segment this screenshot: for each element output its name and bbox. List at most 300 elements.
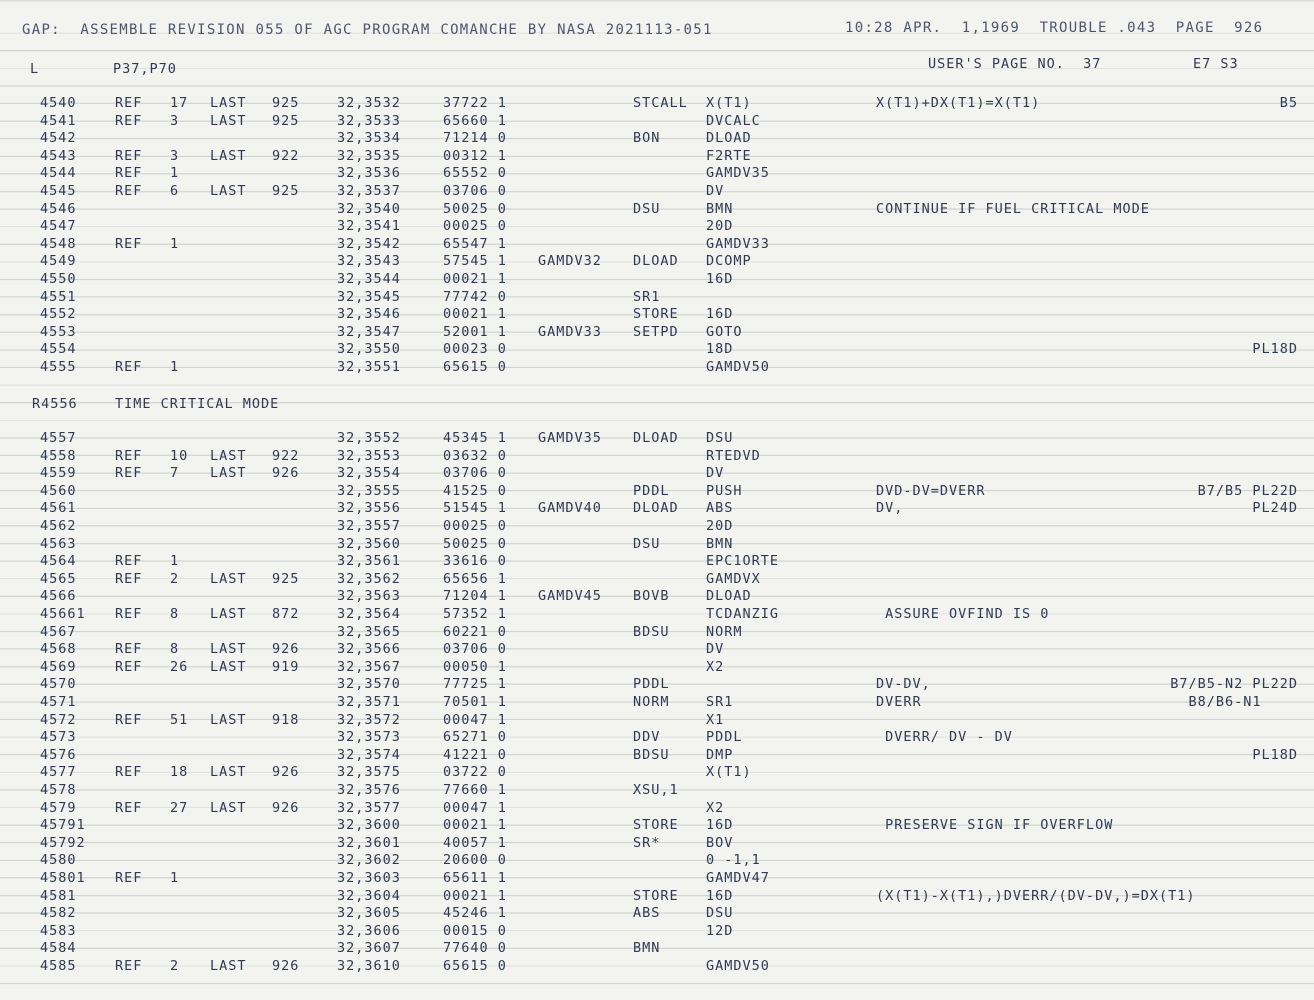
register-note: B8/B6-N1 bbox=[1188, 694, 1298, 710]
ref-count: 1 bbox=[170, 870, 180, 886]
label: GAMDV35 bbox=[538, 430, 602, 446]
operand: DVCALC bbox=[706, 112, 761, 129]
operand: F2RTE bbox=[706, 147, 752, 164]
ref-count: 18 bbox=[170, 764, 189, 781]
address: 32,3535 bbox=[337, 147, 401, 164]
octal-word: 00015 0 bbox=[443, 922, 507, 939]
opcode: SETPD bbox=[633, 323, 679, 340]
opcode: DLOAD bbox=[633, 253, 679, 270]
line-number: 4540 bbox=[40, 95, 77, 111]
listing-mark: L bbox=[30, 61, 40, 77]
line-number: 4552 bbox=[40, 306, 77, 323]
line-number: 4572 bbox=[40, 711, 77, 728]
octal-word: 77742 0 bbox=[443, 288, 507, 305]
last-page: 926 bbox=[272, 641, 300, 658]
operand: GAMDV33 bbox=[706, 235, 770, 252]
octal-word: 00050 1 bbox=[443, 658, 507, 675]
opcode: BDSU bbox=[633, 746, 670, 763]
address: 32,3550 bbox=[337, 341, 401, 358]
line-number: 45801 bbox=[40, 870, 86, 886]
ref-count: 8 bbox=[170, 641, 180, 658]
ref-marker: REF bbox=[115, 958, 143, 974]
operand: GAMDV47 bbox=[706, 870, 770, 886]
last-marker: LAST bbox=[210, 147, 247, 164]
octal-word: 65656 1 bbox=[443, 570, 507, 587]
last-marker: LAST bbox=[210, 641, 247, 658]
ref-marker: REF bbox=[115, 553, 143, 570]
last-page: 925 bbox=[272, 112, 300, 129]
octal-word: 50025 0 bbox=[443, 535, 507, 552]
ref-count: 51 bbox=[170, 711, 189, 728]
ref-count: 1 bbox=[170, 359, 180, 375]
octal-word: 41221 0 bbox=[443, 746, 507, 763]
octal-word: 77660 1 bbox=[443, 782, 507, 798]
line-number: 45792 bbox=[40, 834, 86, 851]
opcode: STCALL bbox=[633, 95, 688, 111]
address: 32,3551 bbox=[337, 359, 401, 375]
opcode: SR1 bbox=[633, 288, 661, 305]
section-id: R4556 bbox=[32, 396, 78, 412]
octal-word: 20600 0 bbox=[443, 852, 507, 869]
octal-word: 65611 1 bbox=[443, 870, 507, 886]
ref-count: 1 bbox=[170, 235, 180, 252]
line-number: 4553 bbox=[40, 323, 77, 340]
ref-count: 1 bbox=[170, 165, 180, 182]
label: GAMDV33 bbox=[538, 323, 602, 340]
octal-word: 52001 1 bbox=[443, 323, 507, 340]
last-marker: LAST bbox=[210, 958, 247, 974]
opcode: XSU,1 bbox=[633, 782, 679, 798]
opcode: STORE bbox=[633, 887, 679, 904]
octal-word: 60221 0 bbox=[443, 623, 507, 640]
address: 32,3556 bbox=[337, 500, 401, 517]
last-page: 925 bbox=[272, 183, 300, 199]
operand: 16D bbox=[706, 817, 734, 834]
label: GAMDV40 bbox=[538, 500, 602, 517]
octal-word: 51545 1 bbox=[443, 500, 507, 517]
address: 32,3607 bbox=[337, 940, 401, 957]
operand: DSU bbox=[706, 430, 734, 446]
header-date-page: 10:28 APR. 1,1969 TROUBLE .043 PAGE 926 bbox=[845, 20, 1264, 36]
line-number: 4546 bbox=[40, 200, 77, 217]
ref-marker: REF bbox=[115, 764, 143, 781]
operand: X(T1) bbox=[706, 764, 752, 781]
ref-count: 26 bbox=[170, 658, 189, 675]
line-number: 4567 bbox=[40, 623, 77, 640]
line-number: 4568 bbox=[40, 641, 77, 658]
ref-count: 7 bbox=[170, 465, 180, 482]
line-number: 4551 bbox=[40, 288, 77, 305]
last-page: 926 bbox=[272, 465, 300, 482]
address: 32,3601 bbox=[337, 834, 401, 851]
operand: NORM bbox=[706, 623, 743, 640]
octal-word: 00025 0 bbox=[443, 218, 507, 235]
address: 32,3544 bbox=[337, 271, 401, 287]
line-number: 4566 bbox=[40, 588, 77, 605]
address: 32,3555 bbox=[337, 482, 401, 499]
operand: TCDANZIG bbox=[706, 606, 780, 622]
octal-word: 45246 1 bbox=[443, 905, 507, 922]
ref-marker: REF bbox=[115, 799, 143, 816]
address: 32,3566 bbox=[337, 641, 401, 658]
line-number: 4548 bbox=[40, 235, 77, 252]
line-number: 4584 bbox=[40, 940, 77, 957]
address: 32,3557 bbox=[337, 518, 401, 534]
octal-word: 00021 1 bbox=[443, 817, 507, 834]
operand: 18D bbox=[706, 341, 734, 358]
opcode: DLOAD bbox=[633, 500, 679, 517]
octal-word: 41525 0 bbox=[443, 482, 507, 499]
opcode: BOVB bbox=[633, 588, 670, 605]
operand: GAMDV50 bbox=[706, 958, 770, 974]
label: GAMDV45 bbox=[538, 588, 602, 605]
address: 32,3532 bbox=[337, 95, 401, 111]
comment: PRESERVE SIGN IF OVERFLOW bbox=[876, 817, 1114, 834]
octal-word: 65615 0 bbox=[443, 958, 507, 974]
address: 32,3605 bbox=[337, 905, 401, 922]
octal-word: 71204 1 bbox=[443, 588, 507, 605]
opcode: DSU bbox=[633, 535, 661, 552]
line-number: 4571 bbox=[40, 694, 77, 710]
last-page: 922 bbox=[272, 447, 300, 464]
address: 32,3545 bbox=[337, 288, 401, 305]
address: 32,3570 bbox=[337, 676, 401, 693]
last-marker: LAST bbox=[210, 606, 247, 622]
opcode: DLOAD bbox=[633, 430, 679, 446]
last-marker: LAST bbox=[210, 764, 247, 781]
octal-word: 00021 1 bbox=[443, 887, 507, 904]
octal-word: 00025 0 bbox=[443, 518, 507, 534]
line-number: 4543 bbox=[40, 147, 77, 164]
ref-count: 6 bbox=[170, 183, 180, 199]
address: 32,3547 bbox=[337, 323, 401, 340]
operand: GOTO bbox=[706, 323, 743, 340]
address: 32,3553 bbox=[337, 447, 401, 464]
line-number: 4573 bbox=[40, 729, 77, 746]
address: 32,3567 bbox=[337, 658, 401, 675]
line-number: 4547 bbox=[40, 218, 77, 235]
line-number: 4559 bbox=[40, 465, 77, 482]
operand: 16D bbox=[706, 306, 734, 323]
opcode: DSU bbox=[633, 200, 661, 217]
line-number: 4541 bbox=[40, 112, 77, 129]
line-number: 4579 bbox=[40, 799, 77, 816]
ref-count: 10 bbox=[170, 447, 189, 464]
address: 32,3546 bbox=[337, 306, 401, 323]
ref-count: 3 bbox=[170, 112, 180, 129]
line-number: 4581 bbox=[40, 887, 77, 904]
comment: (X(T1)-X(T1),)DVERR/(DV-DV,)=DX(T1) bbox=[876, 887, 1196, 904]
ref-count: 17 bbox=[170, 95, 189, 111]
address: 32,3537 bbox=[337, 183, 401, 199]
octal-word: 03706 0 bbox=[443, 641, 507, 658]
octal-word: 00047 1 bbox=[443, 711, 507, 728]
last-page: 925 bbox=[272, 570, 300, 587]
operand: DV bbox=[706, 183, 725, 199]
address: 32,3561 bbox=[337, 553, 401, 570]
operand: PDDL bbox=[706, 729, 743, 746]
operand: X2 bbox=[706, 658, 725, 675]
octal-word: 03722 0 bbox=[443, 764, 507, 781]
last-marker: LAST bbox=[210, 95, 247, 111]
line-number: 45791 bbox=[40, 817, 86, 834]
octal-word: 70501 1 bbox=[443, 694, 507, 710]
line-number: 4557 bbox=[40, 430, 77, 446]
ref-count: 8 bbox=[170, 606, 180, 622]
last-marker: LAST bbox=[210, 658, 247, 675]
octal-word: 00047 1 bbox=[443, 799, 507, 816]
user-page-number: USER'S PAGE NO. 37 bbox=[928, 56, 1102, 72]
address: 32,3604 bbox=[337, 887, 401, 904]
line-number: 4555 bbox=[40, 359, 77, 375]
register-note: B7/B5-N2 PL22D bbox=[1170, 676, 1298, 693]
register-note: PL18D bbox=[1252, 746, 1298, 763]
opcode: PDDL bbox=[633, 482, 670, 499]
comment: X(T1)+DX(T1)=X(T1) bbox=[876, 95, 1041, 111]
octal-word: 71214 0 bbox=[443, 130, 507, 147]
comment: ASSURE OVFIND IS 0 bbox=[876, 606, 1050, 622]
octal-word: 57352 1 bbox=[443, 606, 507, 622]
operand: DSU bbox=[706, 905, 734, 922]
line-number: 4565 bbox=[40, 570, 77, 587]
address: 32,3563 bbox=[337, 588, 401, 605]
ref-count: 2 bbox=[170, 958, 180, 974]
line-number: 4569 bbox=[40, 658, 77, 675]
octal-word: 00312 1 bbox=[443, 147, 507, 164]
line-number: 4564 bbox=[40, 553, 77, 570]
ref-count: 3 bbox=[170, 147, 180, 164]
line-number: 4585 bbox=[40, 958, 77, 974]
address: 32,3610 bbox=[337, 958, 401, 974]
octal-word: 00021 1 bbox=[443, 306, 507, 323]
operand: DV bbox=[706, 465, 725, 482]
operand: SR1 bbox=[706, 694, 734, 710]
last-marker: LAST bbox=[210, 711, 247, 728]
line-number: 4561 bbox=[40, 500, 77, 517]
line-number: 4583 bbox=[40, 922, 77, 939]
address: 32,3574 bbox=[337, 746, 401, 763]
address: 32,3540 bbox=[337, 200, 401, 217]
address: 32,3542 bbox=[337, 235, 401, 252]
address: 32,3572 bbox=[337, 711, 401, 728]
operand: X2 bbox=[706, 799, 725, 816]
address: 32,3552 bbox=[337, 430, 401, 446]
comment: CONTINUE IF FUEL CRITICAL MODE bbox=[876, 200, 1150, 217]
last-marker: LAST bbox=[210, 112, 247, 129]
operand: DLOAD bbox=[706, 588, 752, 605]
ref-marker: REF bbox=[115, 147, 143, 164]
operand: X1 bbox=[706, 711, 725, 728]
address: 32,3562 bbox=[337, 570, 401, 587]
last-page: 926 bbox=[272, 799, 300, 816]
address: 32,3600 bbox=[337, 817, 401, 834]
operand: BOV bbox=[706, 834, 734, 851]
line-number: 4560 bbox=[40, 482, 77, 499]
octal-word: 03706 0 bbox=[443, 183, 507, 199]
address: 32,3571 bbox=[337, 694, 401, 710]
address: 32,3576 bbox=[337, 782, 401, 798]
ref-marker: REF bbox=[115, 641, 143, 658]
last-marker: LAST bbox=[210, 183, 247, 199]
ref-marker: REF bbox=[115, 570, 143, 587]
operand: 20D bbox=[706, 218, 734, 235]
line-number: 4580 bbox=[40, 852, 77, 869]
label: GAMDV32 bbox=[538, 253, 602, 270]
register-note: PL24D bbox=[1252, 500, 1298, 517]
opcode: STORE bbox=[633, 817, 679, 834]
ref-marker: REF bbox=[115, 447, 143, 464]
line-number: 4542 bbox=[40, 130, 77, 147]
octal-word: 65547 1 bbox=[443, 235, 507, 252]
last-page: 922 bbox=[272, 147, 300, 164]
program-label: P37,P70 bbox=[113, 61, 177, 77]
opcode: BON bbox=[633, 130, 661, 147]
address: 32,3560 bbox=[337, 535, 401, 552]
address: 32,3541 bbox=[337, 218, 401, 235]
operand: X(T1) bbox=[706, 95, 752, 111]
ref-marker: REF bbox=[115, 658, 143, 675]
ref-marker: REF bbox=[115, 165, 143, 182]
octal-word: 00021 1 bbox=[443, 271, 507, 287]
line-number: 4545 bbox=[40, 183, 77, 199]
operand: GAMDV35 bbox=[706, 165, 770, 182]
operand: DV bbox=[706, 641, 725, 658]
comment: DVERR bbox=[876, 694, 922, 710]
line-number: 4562 bbox=[40, 518, 77, 534]
octal-word: 03706 0 bbox=[443, 465, 507, 482]
line-number: 4558 bbox=[40, 447, 77, 464]
octal-word: 33616 0 bbox=[443, 553, 507, 570]
address: 32,3573 bbox=[337, 729, 401, 746]
octal-word: 37722 1 bbox=[443, 95, 507, 111]
ref-marker: REF bbox=[115, 359, 143, 375]
last-marker: LAST bbox=[210, 447, 247, 464]
octal-word: 03632 0 bbox=[443, 447, 507, 464]
register-note: PL18D bbox=[1252, 341, 1298, 358]
operand: GAMDV50 bbox=[706, 359, 770, 375]
ref-marker: REF bbox=[115, 235, 143, 252]
octal-word: 40057 1 bbox=[443, 834, 507, 851]
ref-count: 2 bbox=[170, 570, 180, 587]
operand: BMN bbox=[706, 200, 734, 217]
header-title: GAP: ASSEMBLE REVISION 055 OF AGC PROGRAM COMANCHE BY NASA 2021113-051 bbox=[22, 22, 713, 38]
last-page: 919 bbox=[272, 658, 300, 675]
operand: DLOAD bbox=[706, 130, 752, 147]
comment: DVD-DV=DVERR bbox=[876, 482, 986, 499]
address: 32,3534 bbox=[337, 130, 401, 147]
address: 32,3536 bbox=[337, 165, 401, 182]
address: 32,3603 bbox=[337, 870, 401, 886]
ref-marker: REF bbox=[115, 465, 143, 482]
opcode: STORE bbox=[633, 306, 679, 323]
octal-word: 65271 0 bbox=[443, 729, 507, 746]
operand: 12D bbox=[706, 922, 734, 939]
last-page: 926 bbox=[272, 764, 300, 781]
octal-word: 65660 1 bbox=[443, 112, 507, 129]
line-number: 4563 bbox=[40, 535, 77, 552]
ref-count: 1 bbox=[170, 553, 180, 570]
line-number: 4549 bbox=[40, 253, 77, 270]
last-page: 925 bbox=[272, 95, 300, 111]
ref-marker: REF bbox=[115, 606, 143, 622]
line-number: 4576 bbox=[40, 746, 77, 763]
address: 32,3575 bbox=[337, 764, 401, 781]
last-marker: LAST bbox=[210, 570, 247, 587]
comment: DVERR/ DV - DV bbox=[876, 729, 1013, 746]
address: 32,3577 bbox=[337, 799, 401, 816]
opcode: ABS bbox=[633, 905, 661, 922]
address: 32,3606 bbox=[337, 922, 401, 939]
operand: 16D bbox=[706, 887, 734, 904]
section-title: TIME CRITICAL MODE bbox=[115, 396, 280, 412]
address: 32,3564 bbox=[337, 606, 401, 622]
opcode: BMN bbox=[633, 940, 661, 957]
line-number: 4554 bbox=[40, 341, 77, 358]
opcode: DDV bbox=[633, 729, 661, 746]
octal-word: 50025 0 bbox=[443, 200, 507, 217]
operand: RTEDVD bbox=[706, 447, 761, 464]
last-marker: LAST bbox=[210, 799, 247, 816]
last-page: 872 bbox=[272, 606, 300, 622]
operand: PUSH bbox=[706, 482, 743, 499]
line-number: 4570 bbox=[40, 676, 77, 693]
octal-word: 45345 1 bbox=[443, 430, 507, 446]
operand: 20D bbox=[706, 518, 734, 534]
line-number: 4550 bbox=[40, 271, 77, 287]
opcode: BDSU bbox=[633, 623, 670, 640]
opcode: PDDL bbox=[633, 676, 670, 693]
line-number: 4582 bbox=[40, 905, 77, 922]
operand: DCOMP bbox=[706, 253, 752, 270]
ref-marker: REF bbox=[115, 95, 143, 111]
address: 32,3565 bbox=[337, 623, 401, 640]
operand: ABS bbox=[706, 500, 734, 517]
octal-word: 65552 0 bbox=[443, 165, 507, 182]
register-note: B7/B5 PL22D bbox=[1197, 482, 1298, 499]
octal-word: 57545 1 bbox=[443, 253, 507, 270]
address: 32,3602 bbox=[337, 852, 401, 869]
comment: DV-DV, bbox=[876, 676, 931, 693]
octal-word: 00023 0 bbox=[443, 341, 507, 358]
line-number: 4578 bbox=[40, 782, 77, 798]
line-number: 4577 bbox=[40, 764, 77, 781]
ref-marker: REF bbox=[115, 711, 143, 728]
ref-marker: REF bbox=[115, 183, 143, 199]
opcode: SR* bbox=[633, 834, 661, 851]
octal-word: 77640 0 bbox=[443, 940, 507, 957]
operand: BMN bbox=[706, 535, 734, 552]
ref-marker: REF bbox=[115, 870, 143, 886]
last-page: 918 bbox=[272, 711, 300, 728]
ref-marker: REF bbox=[115, 112, 143, 129]
octal-word: 77725 1 bbox=[443, 676, 507, 693]
line-number: 45661 bbox=[40, 606, 86, 622]
operand: EPC1ORTE bbox=[706, 553, 780, 570]
operand: 16D bbox=[706, 271, 734, 287]
last-marker: LAST bbox=[210, 465, 247, 482]
opcode: NORM bbox=[633, 694, 670, 710]
operand: GAMDVX bbox=[706, 570, 761, 587]
ref-count: 27 bbox=[170, 799, 189, 816]
page-code: E7 S3 bbox=[1193, 56, 1239, 72]
address: 32,3554 bbox=[337, 465, 401, 482]
line-number: 4544 bbox=[40, 165, 77, 182]
operand: DMP bbox=[706, 746, 734, 763]
address: 32,3543 bbox=[337, 253, 401, 270]
comment: DV, bbox=[876, 500, 904, 517]
address: 32,3533 bbox=[337, 112, 401, 129]
operand: 0 -1,1 bbox=[706, 852, 761, 869]
